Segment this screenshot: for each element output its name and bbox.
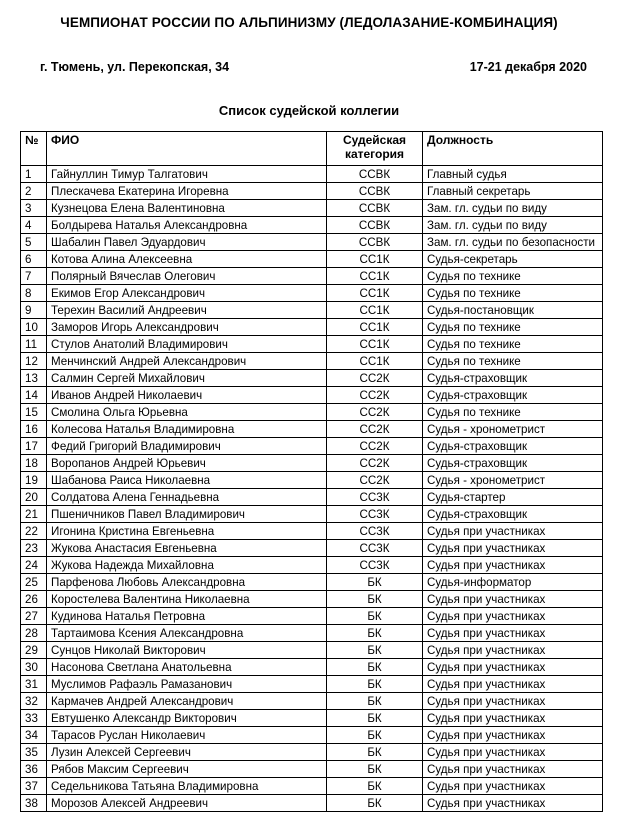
judge-name: Менчинский Андрей Александрович: [47, 353, 327, 370]
judge-position: Судья-страховщик: [423, 387, 603, 404]
row-number: 4: [21, 217, 47, 234]
judge-position: Судья при участниках: [423, 676, 603, 693]
judge-position: Зам. гл. судьи по виду: [423, 217, 603, 234]
judge-category: БК: [327, 608, 423, 625]
judge-name: Стулов Анатолий Владимирович: [47, 336, 327, 353]
judge-category: БК: [327, 744, 423, 761]
table-row: [21, 778, 603, 795]
judge-category: СС2К: [327, 455, 423, 472]
judge-category: СС1К: [327, 353, 423, 370]
judge-name: Солдатова Алена Геннадьевна: [47, 489, 327, 506]
row-number: 8: [21, 285, 47, 302]
table-row: [21, 642, 603, 659]
row-number: 7: [21, 268, 47, 285]
judge-category: ССВК: [327, 234, 423, 251]
row-number: 6: [21, 251, 47, 268]
judge-name: Парфенова Любовь Александровна: [47, 574, 327, 591]
judge-position: Судья при участниках: [423, 625, 603, 642]
table-row: [21, 710, 603, 727]
table-row: [21, 234, 603, 251]
judge-category: СС2К: [327, 370, 423, 387]
judge-category: ССВК: [327, 217, 423, 234]
judge-name: Сунцов Николай Викторович: [47, 642, 327, 659]
table-row: [21, 268, 603, 285]
row-number: 19: [21, 472, 47, 489]
table-row: [21, 421, 603, 438]
table-row: [21, 336, 603, 353]
judge-name: Иванов Андрей Николаевич: [47, 387, 327, 404]
judge-name: Муслимов Рафаэль Рамазанович: [47, 676, 327, 693]
table-row: [21, 557, 603, 574]
table-row: [21, 744, 603, 761]
row-number: 10: [21, 319, 47, 336]
judge-position: Судья по технике: [423, 268, 603, 285]
table-row: [21, 727, 603, 744]
judge-position: Судья при участниках: [423, 642, 603, 659]
row-number: 37: [21, 778, 47, 795]
judge-position: Судья по технике: [423, 285, 603, 302]
judges-table: [20, 131, 603, 812]
judge-position: Судья по технике: [423, 353, 603, 370]
row-number: 15: [21, 404, 47, 421]
judge-category: СС1К: [327, 302, 423, 319]
row-number: 12: [21, 353, 47, 370]
judge-position: Главный секретарь: [423, 183, 603, 200]
table-row: [21, 438, 603, 455]
table-row: [21, 693, 603, 710]
judge-category: БК: [327, 625, 423, 642]
judge-category: СС2К: [327, 421, 423, 438]
judge-category: СС2К: [327, 404, 423, 421]
table-row: [21, 540, 603, 557]
row-number: 35: [21, 744, 47, 761]
table-row: [21, 404, 603, 421]
row-number: 29: [21, 642, 47, 659]
judge-name: Гайнуллин Тимур Талгатович: [47, 166, 327, 183]
row-number: 30: [21, 659, 47, 676]
column-header-name: ФИО: [47, 132, 327, 166]
table-row: [21, 574, 603, 591]
dates-text: 17-21 декабря 2020: [469, 60, 587, 74]
judge-name: Евтушенко Александр Викторович: [47, 710, 327, 727]
row-number: 36: [21, 761, 47, 778]
judge-category: СС1К: [327, 268, 423, 285]
judge-name: Шабанова Раиса Николаевна: [47, 472, 327, 489]
judge-position: Судья-информатор: [423, 574, 603, 591]
row-number: 23: [21, 540, 47, 557]
judge-category: БК: [327, 676, 423, 693]
judge-position: Судья - хронометрист: [423, 472, 603, 489]
judge-position: Судья-постановщик: [423, 302, 603, 319]
judge-category: СС2К: [327, 472, 423, 489]
judge-position: Судья при участниках: [423, 608, 603, 625]
judge-position: Судья-стартер: [423, 489, 603, 506]
row-number: 38: [21, 795, 47, 812]
table-row: [21, 608, 603, 625]
row-number: 26: [21, 591, 47, 608]
judge-category: СС3К: [327, 557, 423, 574]
row-number: 2: [21, 183, 47, 200]
judge-name: Кузнецова Елена Валентиновна: [47, 200, 327, 217]
row-number: 32: [21, 693, 47, 710]
judge-name: Морозов Алексей Андреевич: [47, 795, 327, 812]
column-header-num: №: [21, 132, 47, 166]
judge-name: Седельникова Татьяна Владимировна: [47, 778, 327, 795]
judge-category: БК: [327, 659, 423, 676]
judge-name: Заморов Игорь Александрович: [47, 319, 327, 336]
judge-position: Судья по технике: [423, 404, 603, 421]
column-header-category-line1: Судейская: [342, 133, 407, 147]
row-number: 27: [21, 608, 47, 625]
row-number: 14: [21, 387, 47, 404]
judge-name: Болдырева Наталья Александровна: [47, 217, 327, 234]
list-title: Список судейской коллегии: [218, 103, 400, 118]
table-row: [21, 676, 603, 693]
judge-category: СС2К: [327, 387, 423, 404]
judge-position: Судья при участниках: [423, 778, 603, 795]
table-row: [21, 455, 603, 472]
judge-category: СС3К: [327, 506, 423, 523]
row-number: 34: [21, 727, 47, 744]
judge-position: Зам. гл. судьи по безопасности: [423, 234, 603, 251]
judge-name: Тарасов Руслан Николаевич: [47, 727, 327, 744]
table-row: [21, 200, 603, 217]
judge-category: БК: [327, 795, 423, 812]
judge-name: Терехин Василий Андреевич: [47, 302, 327, 319]
table-row: [21, 183, 603, 200]
judge-position: Судья-страховщик: [423, 455, 603, 472]
row-number: 11: [21, 336, 47, 353]
row-number: 5: [21, 234, 47, 251]
judge-name: Кармачев Андрей Александрович: [47, 693, 327, 710]
column-header-category-line2: категория: [344, 147, 405, 161]
judge-name: Воропанов Андрей Юрьевич: [47, 455, 327, 472]
table-row: [21, 659, 603, 676]
row-number: 1: [21, 166, 47, 183]
judge-position: Зам. гл. судьи по виду: [423, 200, 603, 217]
judge-category: СС3К: [327, 523, 423, 540]
row-number: 24: [21, 557, 47, 574]
table-row: [21, 285, 603, 302]
judge-name: Жукова Надежда Михайловна: [47, 557, 327, 574]
judge-position: Судья при участниках: [423, 761, 603, 778]
table-row: [21, 166, 603, 183]
judge-position: Судья при участниках: [423, 659, 603, 676]
table-row: [21, 761, 603, 778]
judge-position: Судья-страховщик: [423, 370, 603, 387]
row-number: 18: [21, 455, 47, 472]
judge-position: Судья при участниках: [423, 591, 603, 608]
judge-name: Колесова Наталья Владимировна: [47, 421, 327, 438]
judge-name: Рябов Максим Сергеевич: [47, 761, 327, 778]
row-number: 20: [21, 489, 47, 506]
table-header-row: [21, 132, 603, 166]
table-row: [21, 591, 603, 608]
table-row: [21, 302, 603, 319]
column-header-category: [327, 132, 423, 166]
judge-name: Шабалин Павел Эдуардович: [47, 234, 327, 251]
row-number: 16: [21, 421, 47, 438]
judge-position: Судья по технике: [423, 336, 603, 353]
row-number: 22: [21, 523, 47, 540]
row-number: 25: [21, 574, 47, 591]
judge-category: БК: [327, 778, 423, 795]
row-number: 28: [21, 625, 47, 642]
table-row: [21, 251, 603, 268]
judge-position: Судья при участниках: [423, 523, 603, 540]
judge-name: Лузин Алексей Сергеевич: [47, 744, 327, 761]
judge-position: Судья при участниках: [423, 744, 603, 761]
judge-name: Федий Григорий Владимирович: [47, 438, 327, 455]
column-header-position: Должность: [423, 132, 603, 166]
judge-category: СС1К: [327, 319, 423, 336]
table-row: [21, 217, 603, 234]
table-row: [21, 472, 603, 489]
judge-category: СС3К: [327, 540, 423, 557]
table-row: [21, 387, 603, 404]
judge-category: БК: [327, 710, 423, 727]
table-row: [21, 795, 603, 812]
table-row: [21, 319, 603, 336]
judge-name: Жукова Анастасия Евгеньевна: [47, 540, 327, 557]
judge-position: Судья-страховщик: [423, 506, 603, 523]
judge-position: Судья - хронометрист: [423, 421, 603, 438]
table-row: [21, 353, 603, 370]
judge-name: Плескачева Екатерина Игоревна: [47, 183, 327, 200]
judge-category: БК: [327, 761, 423, 778]
judge-category: БК: [327, 591, 423, 608]
judge-position: Судья по технике: [423, 319, 603, 336]
judge-position: Судья при участниках: [423, 727, 603, 744]
row-number: 9: [21, 302, 47, 319]
judge-category: СС3К: [327, 489, 423, 506]
judge-category: ССВК: [327, 183, 423, 200]
judge-category: БК: [327, 693, 423, 710]
judge-category: ССВК: [327, 200, 423, 217]
judge-position: Судья при участниках: [423, 557, 603, 574]
judge-category: СС2К: [327, 438, 423, 455]
row-number: 17: [21, 438, 47, 455]
location-text: г. Тюмень, ул. Перекопская, 34: [40, 60, 230, 74]
table-row: [21, 506, 603, 523]
row-number: 3: [21, 200, 47, 217]
table-row: [21, 489, 603, 506]
judge-category: СС1К: [327, 251, 423, 268]
judge-name: Салмин Сергей Михайлович: [47, 370, 327, 387]
judge-category: ССВК: [327, 166, 423, 183]
judge-name: Насонова Светлана Анатольевна: [47, 659, 327, 676]
judge-position: Судья-страховщик: [423, 438, 603, 455]
judge-position: Судья при участниках: [423, 795, 603, 812]
judge-category: БК: [327, 574, 423, 591]
judge-position: Судья-секретарь: [423, 251, 603, 268]
judge-name: Кудинова Наталья Петровна: [47, 608, 327, 625]
judge-name: Игонина Кристина Евгеньевна: [47, 523, 327, 540]
row-number: 33: [21, 710, 47, 727]
judge-name: Котова Алина Алексеевна: [47, 251, 327, 268]
judge-name: Тартаимова Ксения Александровна: [47, 625, 327, 642]
judge-name: Полярный Вячеслав Олегович: [47, 268, 327, 285]
judge-category: БК: [327, 642, 423, 659]
judge-name: Пшеничников Павел Владимирович: [47, 506, 327, 523]
judge-category: СС1К: [327, 285, 423, 302]
table-row: [21, 523, 603, 540]
judge-name: Екимов Егор Александрович: [47, 285, 327, 302]
judge-category: СС1К: [327, 336, 423, 353]
judge-name: Коростелева Валентина Николаевна: [47, 591, 327, 608]
judge-position: Судья при участниках: [423, 540, 603, 557]
row-number: 21: [21, 506, 47, 523]
row-number: 31: [21, 676, 47, 693]
judge-position: Судья при участниках: [423, 693, 603, 710]
row-number: 13: [21, 370, 47, 387]
table-row: [21, 625, 603, 642]
judge-category: БК: [327, 727, 423, 744]
judge-position: Главный судья: [423, 166, 603, 183]
document-title: ЧЕМПИОНАТ РОССИИ ПО АЛЬПИНИЗМУ (ЛЕДОЛАЗАНИЕ-КОМБИНАЦИЯ): [60, 15, 558, 30]
judge-position: Судья при участниках: [423, 710, 603, 727]
table-row: [21, 370, 603, 387]
judge-name: Смолина Ольга Юрьевна: [47, 404, 327, 421]
